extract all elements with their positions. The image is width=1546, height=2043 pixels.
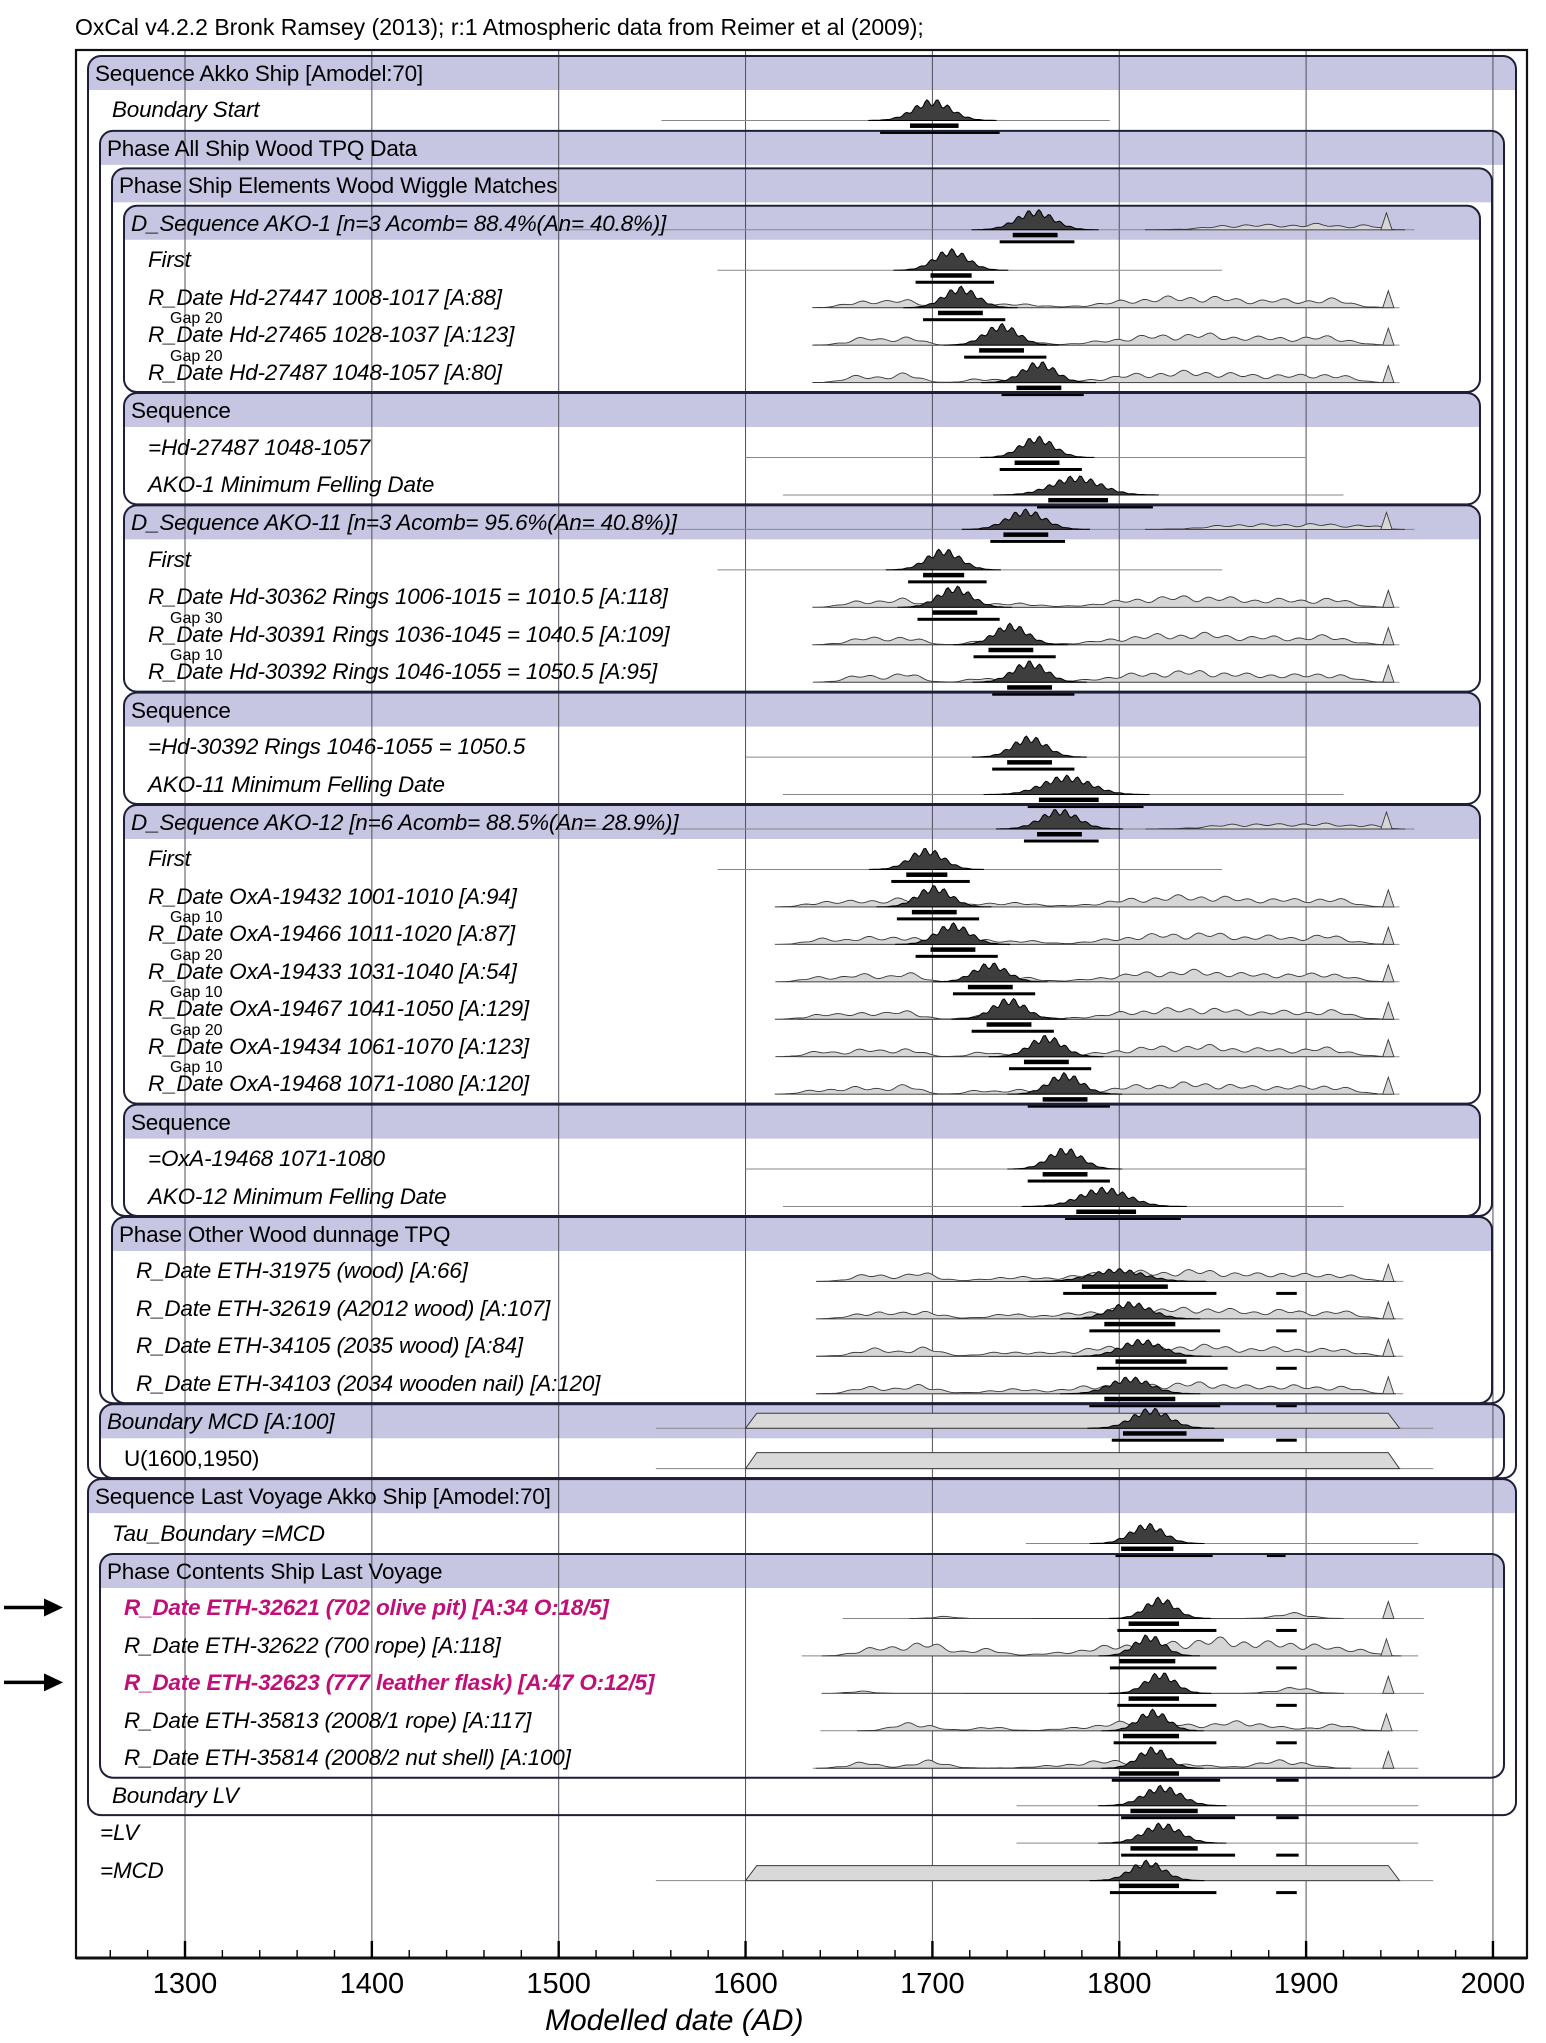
row-label: R_Date Hd-27447 1008-1017 [A:88] [148, 284, 502, 310]
row-label: R_Date OxA-19468 1071-1080 [A:120] [148, 1071, 529, 1097]
group-title: Boundary MCD [A:100] [107, 1409, 335, 1435]
row-label: =LV [100, 1820, 139, 1846]
posterior-distribution [1110, 1597, 1212, 1618]
range-bar-95 [1114, 1741, 1217, 1744]
bomb-spike [1383, 1751, 1394, 1768]
row-label: R_Date ETH-34103 (2034 wooden nail) [A:120] [136, 1370, 601, 1396]
row-label: R_Date ETH-32623 (777 leather flask) [A:47 O:12/5] [124, 1670, 655, 1696]
uniform-block [746, 1453, 1400, 1469]
range-bar-95 [923, 318, 1005, 321]
bomb-spike [1383, 628, 1394, 645]
posterior-distribution [1022, 1187, 1187, 1206]
range-bar-95 [897, 917, 979, 920]
posterior-distribution [944, 324, 1058, 346]
range-bar-95 [1117, 1629, 1216, 1632]
bomb-spike [1383, 1077, 1394, 1094]
range-bar-68 [987, 1022, 1032, 1027]
row-label: R_Date OxA-19466 1011-1020 [A:87] [148, 921, 515, 947]
range-bar-secondary [1276, 1666, 1297, 1669]
arrow-icon [44, 1598, 63, 1616]
group-title: Phase Contents Ship Last Voyage [107, 1559, 443, 1584]
range-bar-68 [1076, 1210, 1136, 1215]
posterior-distribution [1110, 1673, 1212, 1693]
phase-band [124, 394, 1480, 427]
range-bar-95 [1121, 1854, 1235, 1857]
gap-label: Gap 10 [170, 909, 223, 927]
group-title: Sequence Last Voyage Akko Ship [Amodel:70] [95, 1484, 551, 1510]
range-bar-secondary [1276, 1629, 1297, 1632]
range-bar-68 [938, 311, 983, 316]
posterior-distribution [870, 848, 984, 869]
range-bar-95 [974, 655, 1056, 658]
prior-distribution [813, 370, 1392, 382]
gap-label: Gap 10 [170, 647, 223, 665]
range-bar-95 [1000, 240, 1075, 243]
bomb-spike [1383, 890, 1394, 907]
bomb-spike [1381, 1639, 1392, 1656]
posterior-distribution [989, 1036, 1103, 1057]
row-label: =Hd-27487 1048-1057 [148, 434, 371, 460]
range-bar-68 [1013, 233, 1058, 238]
range-bar-68 [1007, 760, 1052, 765]
range-bar-secondary [1276, 1704, 1297, 1707]
prior-distribution [775, 895, 1392, 907]
row-label: R_Date Hd-27487 1048-1057 [A:80] [148, 359, 502, 385]
group-title: Phase Ship Elements Wood Wiggle Matches [119, 173, 558, 199]
range-bar-68 [1116, 1359, 1187, 1364]
posterior-distribution [1008, 1148, 1122, 1169]
range-bar-95 [908, 580, 986, 583]
group-title: D_Sequence AKO-1 [n=3 Acomb= 88.4%(An= 40.8%)] [131, 210, 667, 236]
uniform-block [746, 1413, 1400, 1428]
range-bar-95 [1063, 1292, 1216, 1295]
range-bar-68 [1024, 1060, 1069, 1065]
group-title: Phase All Ship Wood TPQ Data [107, 135, 417, 161]
x-axis-tick-label: 2000 [1460, 1968, 1526, 2000]
gap-label: Gap 20 [170, 347, 223, 365]
prior-distribution [813, 333, 1392, 345]
range-bar-68 [988, 648, 1033, 653]
prior-distribution [817, 1760, 1351, 1769]
row-label: Boundary Start [112, 97, 260, 123]
posterior-distribution [994, 476, 1159, 495]
arrow-icon [44, 1673, 63, 1691]
x-axis-tick-label: 1700 [900, 1968, 965, 2000]
range-bar-95 [1121, 1816, 1235, 1819]
range-bar-95 [953, 992, 1035, 995]
range-bar-68 [1037, 832, 1082, 837]
bomb-spike [1383, 1040, 1394, 1057]
range-bar-68 [910, 123, 959, 128]
uniform-block [746, 1866, 1400, 1881]
row-label: R_Date OxA-19434 1061-1070 [A:123] [148, 1033, 529, 1059]
x-axis-tick-label: 1900 [1273, 1968, 1339, 2000]
range-bar-68 [1129, 1696, 1179, 1701]
gap-label: Gap 20 [170, 310, 223, 328]
range-bar-95 [972, 1030, 1054, 1033]
range-bar-68 [1130, 1846, 1197, 1851]
bomb-spike [1383, 291, 1394, 308]
range-bar-95 [1112, 1779, 1220, 1782]
prior-distribution [822, 1637, 1401, 1656]
range-bar-68 [912, 910, 957, 915]
posterior-distribution [1090, 1523, 1204, 1543]
bomb-spike [1383, 1377, 1394, 1394]
range-bar-68 [931, 273, 972, 278]
posterior-distribution [894, 249, 1008, 271]
group-title: Phase Other Wood dunnage TPQ [119, 1221, 451, 1247]
row-label: R_Date ETH-32621 (702 olive pit) [A:34 O:18/5] [124, 1595, 609, 1621]
bomb-spike [1381, 1714, 1392, 1731]
phase-band [124, 694, 1480, 727]
range-bar-68 [1104, 1322, 1175, 1327]
row-label: =OxA-19468 1071-1080 [148, 1146, 385, 1172]
figure-header: OxCal v4.2.2 Bronk Ramsey (2013); r:1 Atmospheric data from Reimer et al (2009); [75, 14, 924, 40]
range-bar-95 [891, 880, 969, 883]
posterior-distribution [1099, 1785, 1226, 1805]
range-bar-68 [1048, 498, 1108, 503]
x-axis-tick-label: 1400 [339, 1968, 405, 2000]
x-axis-tick-label: 1600 [713, 1968, 778, 2000]
range-bar-68 [1121, 1547, 1173, 1552]
row-label: R_Date OxA-19432 1001-1010 [A:94] [148, 883, 517, 909]
bomb-spike [1383, 366, 1394, 383]
row-label: R_Date ETH-32622 (700 rope) [A:118] [124, 1632, 501, 1658]
row-label: =Hd-30392 Rings 1046-1055 = 1050.5 [148, 734, 526, 760]
range-bar-secondary [1276, 1891, 1297, 1894]
bomb-spike [1383, 927, 1394, 944]
range-bar-secondary [1276, 1367, 1297, 1370]
row-label: AKO-11 Minimum Felling Date [148, 771, 445, 797]
bomb-spike [1383, 665, 1394, 682]
x-axis-tick-label: 1500 [526, 1968, 591, 2000]
range-bar-68 [1016, 386, 1061, 391]
range-bar-95 [1110, 1891, 1217, 1894]
posterior-distribution [980, 436, 1094, 457]
range-bar-68 [1007, 685, 1052, 690]
prior-distribution [775, 1008, 1392, 1020]
range-bar-68 [1119, 1659, 1175, 1664]
range-bar-68 [1123, 1431, 1187, 1436]
bomb-spike [1383, 1601, 1394, 1618]
range-bar-68 [1082, 1284, 1168, 1289]
range-bar-95 [1089, 1329, 1220, 1332]
row-label: AKO-1 Minimum Felling Date [148, 471, 435, 497]
range-bar-68 [1104, 1397, 1175, 1402]
range-bar-95 [1112, 1439, 1224, 1442]
range-bar-68 [1129, 1621, 1179, 1626]
x-axis-title: Modelled date (AD) [545, 2004, 804, 2037]
prior-distribution [775, 933, 1392, 944]
range-bar-68 [1039, 798, 1099, 803]
range-bar-95 [1024, 840, 1099, 843]
range-bar-68 [968, 985, 1013, 990]
bomb-spike [1383, 1002, 1394, 1019]
prior-distribution [813, 296, 1392, 308]
range-bar-95 [1009, 1067, 1091, 1070]
row-label: R_Date Hd-30362 Rings 1006-1015 = 1010.5 [A:118] [148, 584, 668, 610]
bomb-spike [1383, 1339, 1394, 1356]
range-bar-68 [979, 348, 1024, 353]
prior-distribution [813, 596, 1392, 608]
row-label: R_Date Hd-27465 1028-1037 [A:123] [148, 322, 515, 348]
range-bar-68 [1043, 1097, 1088, 1102]
row-label: AKO-12 Minimum Felling Date [148, 1183, 447, 1209]
row-label: First [148, 846, 191, 872]
row-label: U(1600,1950) [124, 1445, 260, 1471]
prior-distribution [813, 671, 1392, 683]
group-title: Sequence [131, 697, 231, 723]
row-label: First [148, 247, 191, 273]
row-label: R_Date Hd-30391 Rings 1036-1045 = 1040.5 [A:109] [148, 621, 670, 647]
range-bar-68 [1119, 1884, 1179, 1889]
row-label: R_Date ETH-32619 (A2012 wood) [A:107] [136, 1295, 551, 1321]
range-bar-secondary [1276, 1292, 1297, 1295]
prior-distribution [813, 632, 1392, 645]
posterior-distribution [952, 999, 1066, 1020]
row-label: =MCD [100, 1857, 164, 1883]
range-bar-95 [1000, 468, 1082, 471]
row-label: Tau_Boundary =MCD [112, 1520, 325, 1546]
phase-band [124, 1106, 1480, 1139]
group-title: Sequence [131, 1109, 231, 1135]
row-label: R_Date ETH-35814 (2008/2 nut shell) [A:100] [124, 1745, 571, 1771]
range-bar-secondary [1276, 1779, 1298, 1782]
range-bar-95 [916, 955, 998, 958]
gap-label: Gap 20 [170, 946, 223, 964]
gap-label: Gap 20 [170, 1021, 223, 1039]
row-label: R_Date OxA-19433 1031-1040 [A:54] [148, 958, 517, 984]
posterior-distribution [1099, 1823, 1226, 1843]
range-bar-95 [1117, 1704, 1216, 1707]
range-bar-68 [923, 573, 964, 578]
range-bar-secondary [1276, 1329, 1297, 1332]
posterior-distribution [984, 775, 1149, 794]
range-bar-secondary [1276, 1816, 1298, 1819]
row-label: R_Date ETH-34105 (2035 wood) [A:84] [136, 1333, 523, 1359]
range-bar-68 [1130, 1809, 1197, 1814]
prior-distribution [822, 1688, 1343, 1694]
range-bar-secondary [1276, 1439, 1297, 1442]
range-bar-95 [992, 768, 1074, 771]
range-bar-95 [1028, 1180, 1110, 1183]
range-bar-95 [917, 618, 999, 621]
range-bar-secondary [1276, 1854, 1298, 1857]
range-bar-95 [990, 540, 1065, 543]
row-label: R_Date ETH-35813 (2008/1 rope) [A:117] [124, 1707, 532, 1733]
row-label: R_Date ETH-31975 (wood) [A:66] [136, 1258, 468, 1284]
bomb-spike [1383, 1676, 1394, 1693]
range-bar-68 [931, 947, 976, 952]
row-label: First [148, 546, 191, 572]
group-title: Sequence [131, 398, 231, 424]
bomb-spike [1383, 965, 1394, 982]
range-bar-68 [1119, 1771, 1179, 1776]
range-bar-95 [1097, 1367, 1228, 1370]
posterior-distribution [972, 736, 1086, 757]
bomb-spike [1383, 590, 1394, 607]
group-title: Sequence Akko Ship [Amodel:70] [95, 61, 423, 86]
gap-label: Gap 10 [170, 1059, 223, 1077]
range-bar-68 [906, 872, 947, 877]
range-bar-68 [932, 610, 977, 615]
range-bar-68 [1043, 1172, 1088, 1177]
range-bar-68 [1003, 532, 1048, 537]
bomb-spike [1383, 1264, 1394, 1281]
x-axis-tick-label: 1800 [1086, 1968, 1152, 2000]
row-label: R_Date Hd-30392 Rings 1046-1055 = 1050.5 [A:95] [148, 659, 658, 685]
range-bar-secondary [1276, 1741, 1297, 1744]
group-title: D_Sequence AKO-11 [n=3 Acomb= 95.6%(An= 40.8%)] [131, 510, 677, 536]
row-label: R_Date OxA-19467 1041-1050 [A:129] [148, 996, 529, 1022]
range-bar-68 [1015, 461, 1060, 466]
group-title: D_Sequence AKO-12 [n=6 Acomb= 88.5%(An= 28.9%)] [131, 810, 679, 835]
range-bar-68 [1123, 1734, 1179, 1739]
prior-distribution [775, 969, 1392, 982]
bomb-spike [1383, 1302, 1394, 1319]
row-label: Boundary LV [112, 1782, 239, 1808]
range-bar-95 [964, 356, 1046, 359]
gap-label: Gap 10 [170, 984, 223, 1002]
range-bar-95 [916, 281, 994, 284]
range-bar-95 [1110, 1666, 1217, 1669]
posterior-distribution [886, 549, 1000, 570]
x-axis-tick-label: 1300 [152, 1968, 218, 2000]
bomb-spike [1383, 328, 1394, 345]
gap-label: Gap 30 [170, 609, 223, 627]
